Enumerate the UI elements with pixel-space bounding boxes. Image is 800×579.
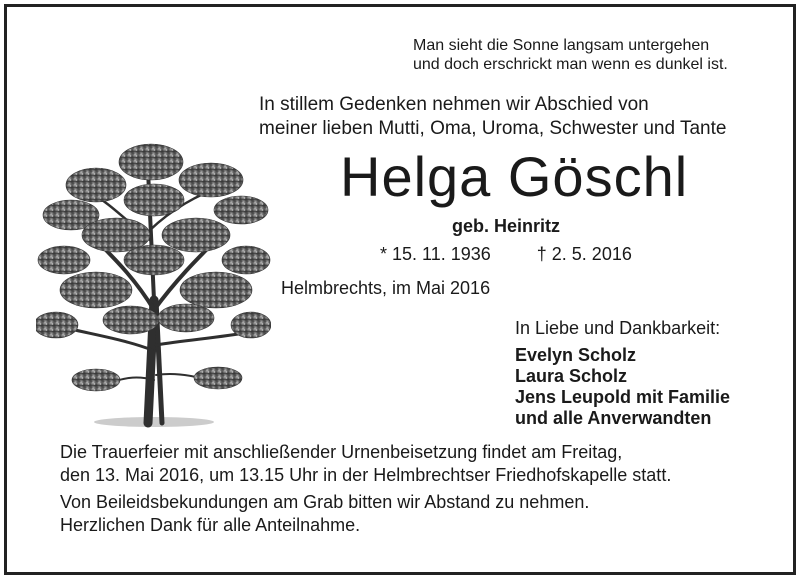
motto-line: Man sieht die Sonne langsam untergehen — [413, 37, 710, 54]
mourner: Laura Scholz — [515, 366, 628, 386]
motto — [413, 36, 728, 74]
funeral-notice — [60, 441, 671, 487]
funeral-line: den 13. Mai 2016, um 13.15 Uhr in der Helmbrechtser Friedhofskapelle statt. — [60, 465, 672, 485]
mourner: Evelyn Scholz — [515, 345, 637, 365]
death-date: † 2. 5. 2016 — [536, 244, 632, 264]
tree-icon — [36, 140, 271, 430]
closing-line: Herzlichen Dank für alle Anteilnahme. — [60, 515, 361, 535]
thanks-heading: In Liebe und Dankbarkeit: — [515, 318, 721, 338]
mourner: Jens Leupold mit Familie — [515, 387, 731, 407]
closing-line: Von Beileidsbekundungen am Grab bitten wir Abstand zu nehmen. — [60, 492, 590, 512]
intro-text — [259, 93, 726, 141]
mourner: und alle Anverwandten — [515, 408, 712, 428]
life-dates — [380, 244, 632, 265]
intro-line: In stillem Gedenken nehmen wir Abschied von — [259, 94, 649, 115]
birth-date: * 15. 11. 1936 — [380, 244, 491, 264]
intro-line: meiner lieben Mutti, Oma, Uroma, Schwester und Tante — [259, 118, 727, 139]
motto-line: und doch erschrickt man wenn es dunkel ist. — [413, 56, 728, 73]
mourners-list — [515, 345, 730, 429]
birth-name: geb. Heinritz — [452, 216, 561, 236]
closing-text — [60, 491, 589, 537]
place-date: Helmbrechts, im Mai 2016 — [281, 278, 491, 298]
deceased-name: Helga Göschl — [340, 145, 689, 208]
funeral-line: Die Trauerfeier mit anschließender Urnenbeisetzung findet am Freitag, — [60, 442, 623, 462]
